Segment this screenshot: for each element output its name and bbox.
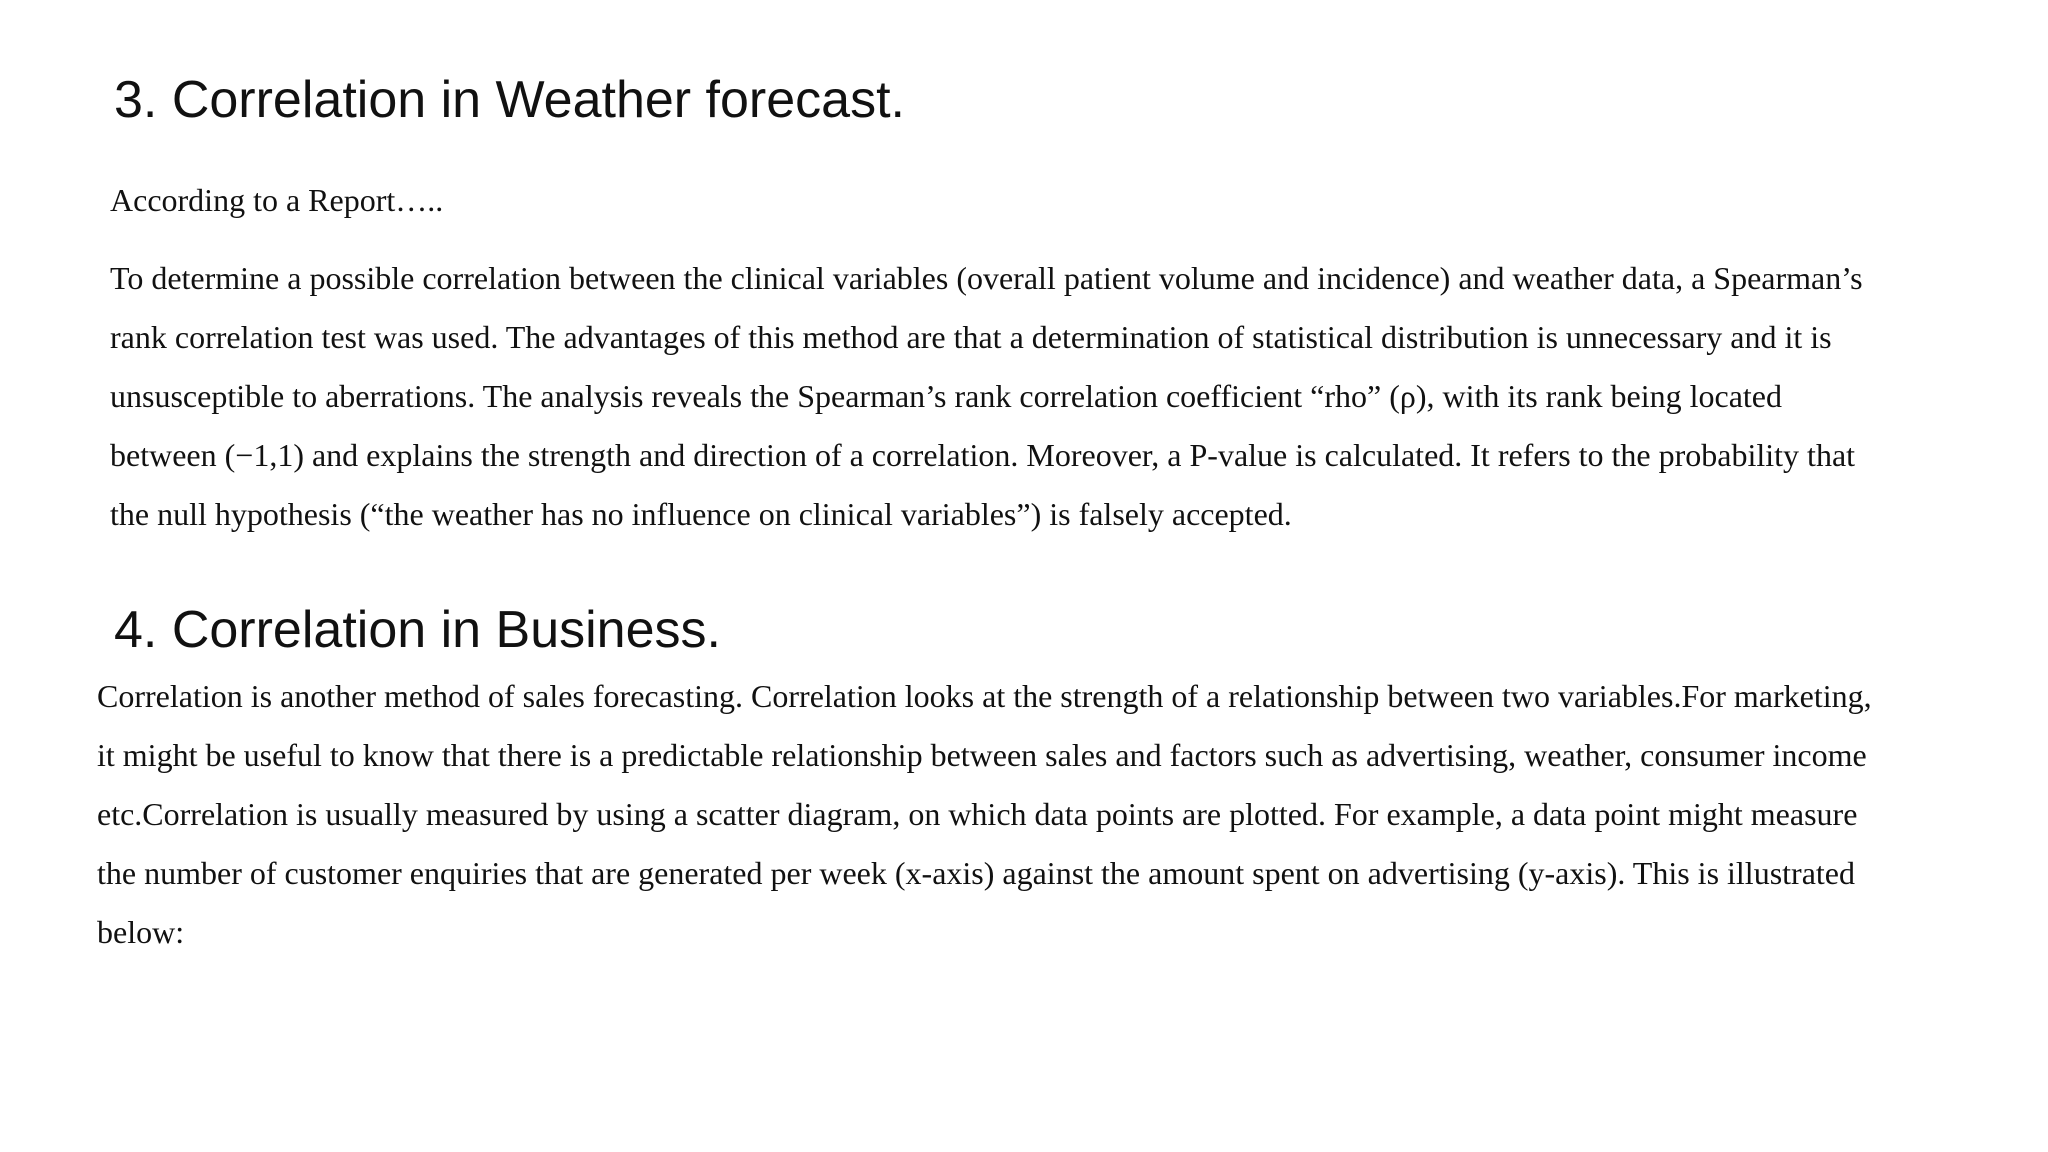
section-4-heading: 4. Correlation in Business. xyxy=(114,601,721,659)
paragraph-line: the number of customer enquiries that are generated per week (x-axis) against the amount spent on advertising (y-axis). This is illustrated xyxy=(97,855,1855,891)
paragraph-line: rank correlation test was used. The advantages of this method are that a determination of statistical distribution is unnecessary and it is xyxy=(110,319,1832,355)
paragraph-line: between (−1,1) and explains the strength and direction of a correlation. Moreover, a P-value is calculated. It refers to the probability that xyxy=(110,437,1856,473)
paragraph-line: unsusceptible to aberrations. The analysis reveals the Spearman’s rank correlation coefficient “rho” (ρ), with its rank being located xyxy=(110,378,1782,414)
weather-correlation-paragraph xyxy=(110,249,1863,544)
report-intro-text: According to a Report….. xyxy=(110,182,444,218)
paragraph-line: To determine a possible correlation between the clinical variables (overall patient volume and incidence) and weather data, a Spearman’s xyxy=(110,260,1863,296)
paragraph-line: Correlation is another method of sales forecasting. Correlation looks at the strength of a relationship between two variables.For marketing, xyxy=(97,678,1872,714)
paragraph-line: below: xyxy=(97,914,185,950)
paragraph-line: it might be useful to know that there is a predictable relationship between sales and factors such as advertising, weather, consumer income xyxy=(97,737,1867,773)
business-correlation-paragraph xyxy=(97,667,1872,962)
paragraph-line: the null hypothesis (“the weather has no influence on clinical variables”) is falsely accepted. xyxy=(110,496,1292,532)
section-3-heading: 3. Correlation in Weather forecast. xyxy=(114,71,905,129)
paragraph-line: etc.Correlation is usually measured by using a scatter diagram, on which data points are plotted. For example, a data point might measure xyxy=(97,796,1858,832)
